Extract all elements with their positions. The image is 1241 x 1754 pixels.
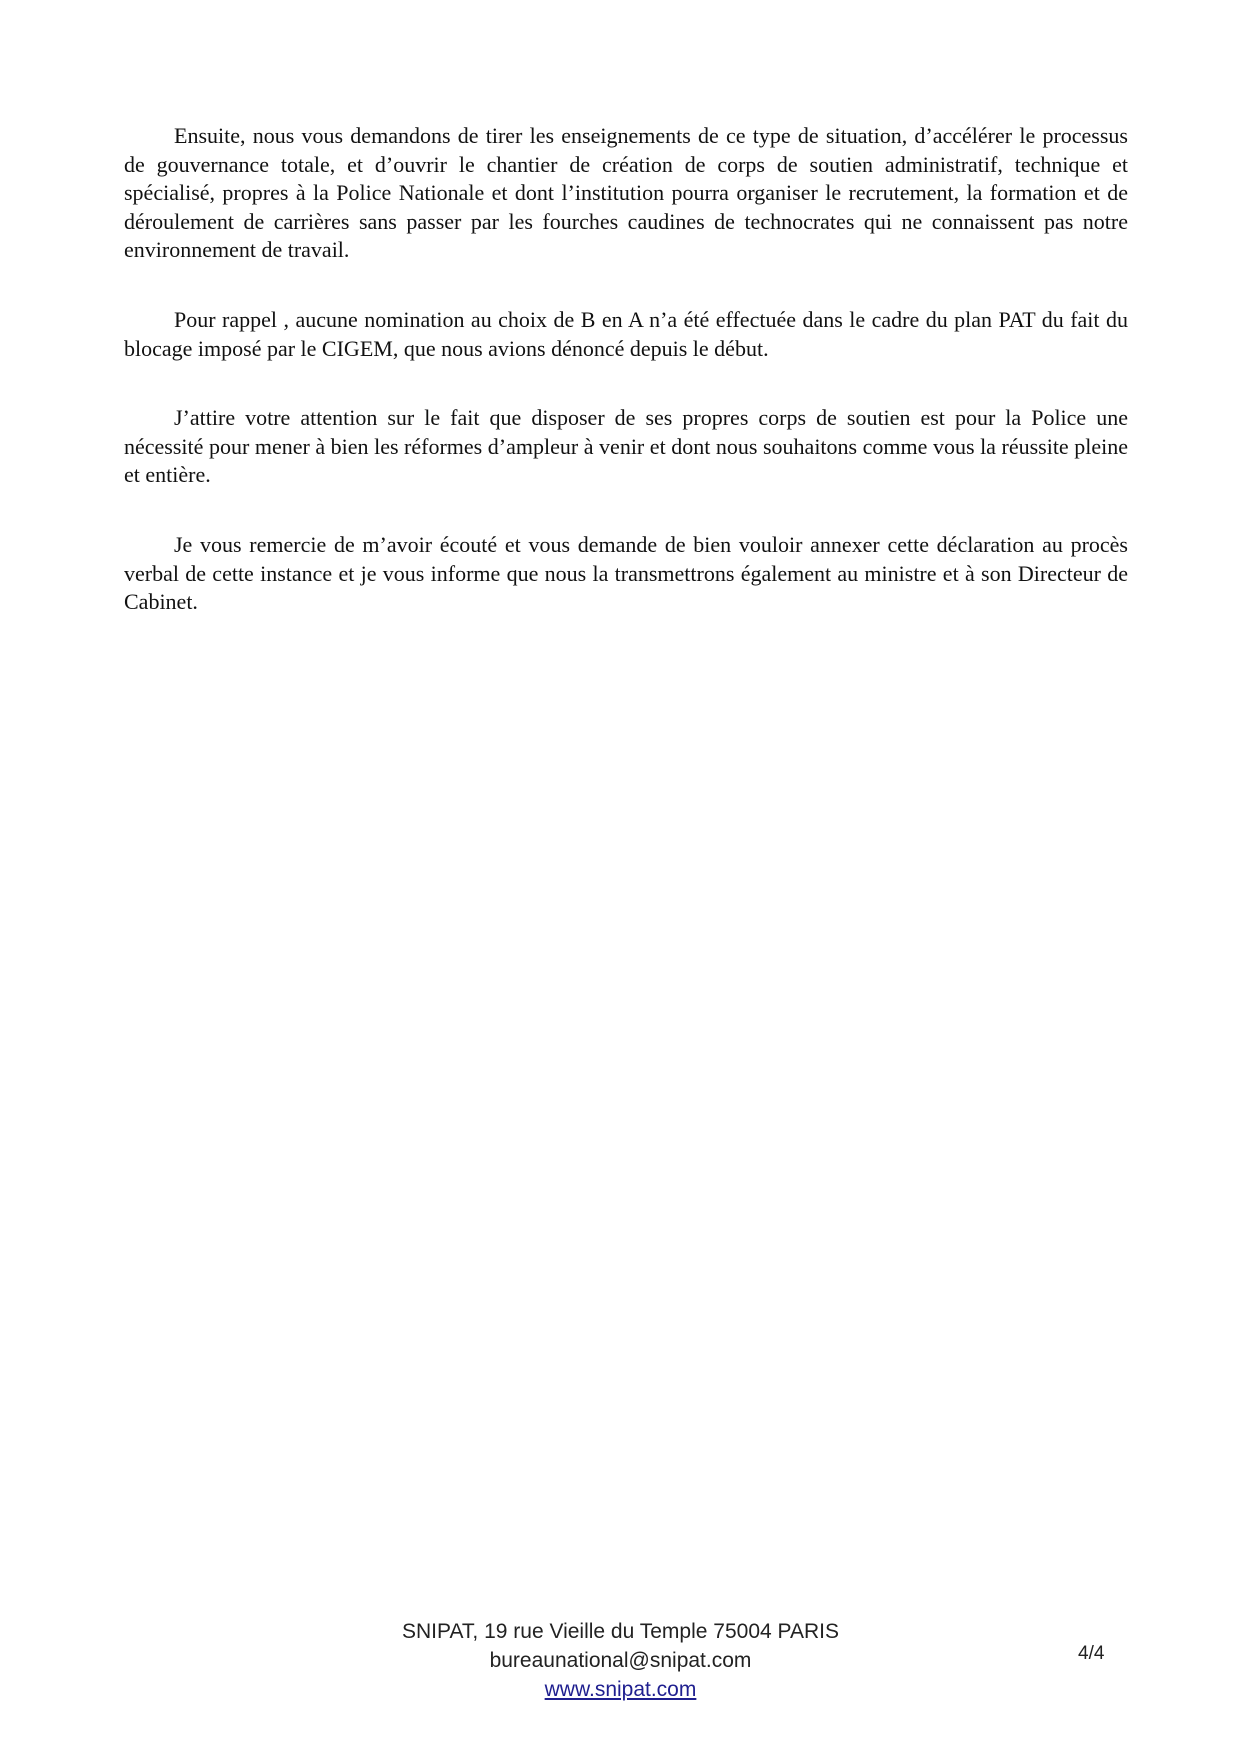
paragraph: Ensuite, nous vous demandons de tirer les enseignements de ce type de situation, d’accélérer le processus de gouvernance totale, et d’ouvrir le chantier de création de corps de soutien administratif, technique et spécialisé, propres à la Police Nationale et dont l’institution pourra organiser le recrutement, la formation et de déroulement de carrières sans passer par les fourches caudines de technocrates qui ne connaissent pas notre environnement de travail. (124, 123, 1128, 263)
paragraph: Je vous remercie de m’avoir écouté et vous demande de bien vouloir annexer cette déclaration au procès verbal de cette instance et je vous informe que nous la transmettrons également au ministre et à son Directeur de Cabinet. (124, 531, 1128, 615)
footer-address: SNIPAT, 19 rue Vieille du Temple 75004 PARIS (402, 1620, 839, 1643)
footer-email: bureaunational@snipat.com (489, 1649, 752, 1672)
document-body (124, 122, 1128, 658)
footer-website-link[interactable]: www.snipat.com (544, 1678, 697, 1701)
page-footer (0, 1617, 1241, 1704)
paragraph: J’attire votre attention sur le fait que disposer de ses propres corps de soutien est pour la Police une nécessité pour mener à bien les réformes d’ampleur à venir et dont nous souhaitons comme vous la réussite pleine et entière. (124, 405, 1128, 488)
page-number: 4/4 (1078, 1643, 1105, 1664)
paragraph: Pour rappel , aucune nomination au choix de B en A n’a été effectuée dans le cadre du plan PAT du fait du blocage imposé par le CIGEM, que nous avions dénoncé depuis le début. (124, 306, 1128, 361)
